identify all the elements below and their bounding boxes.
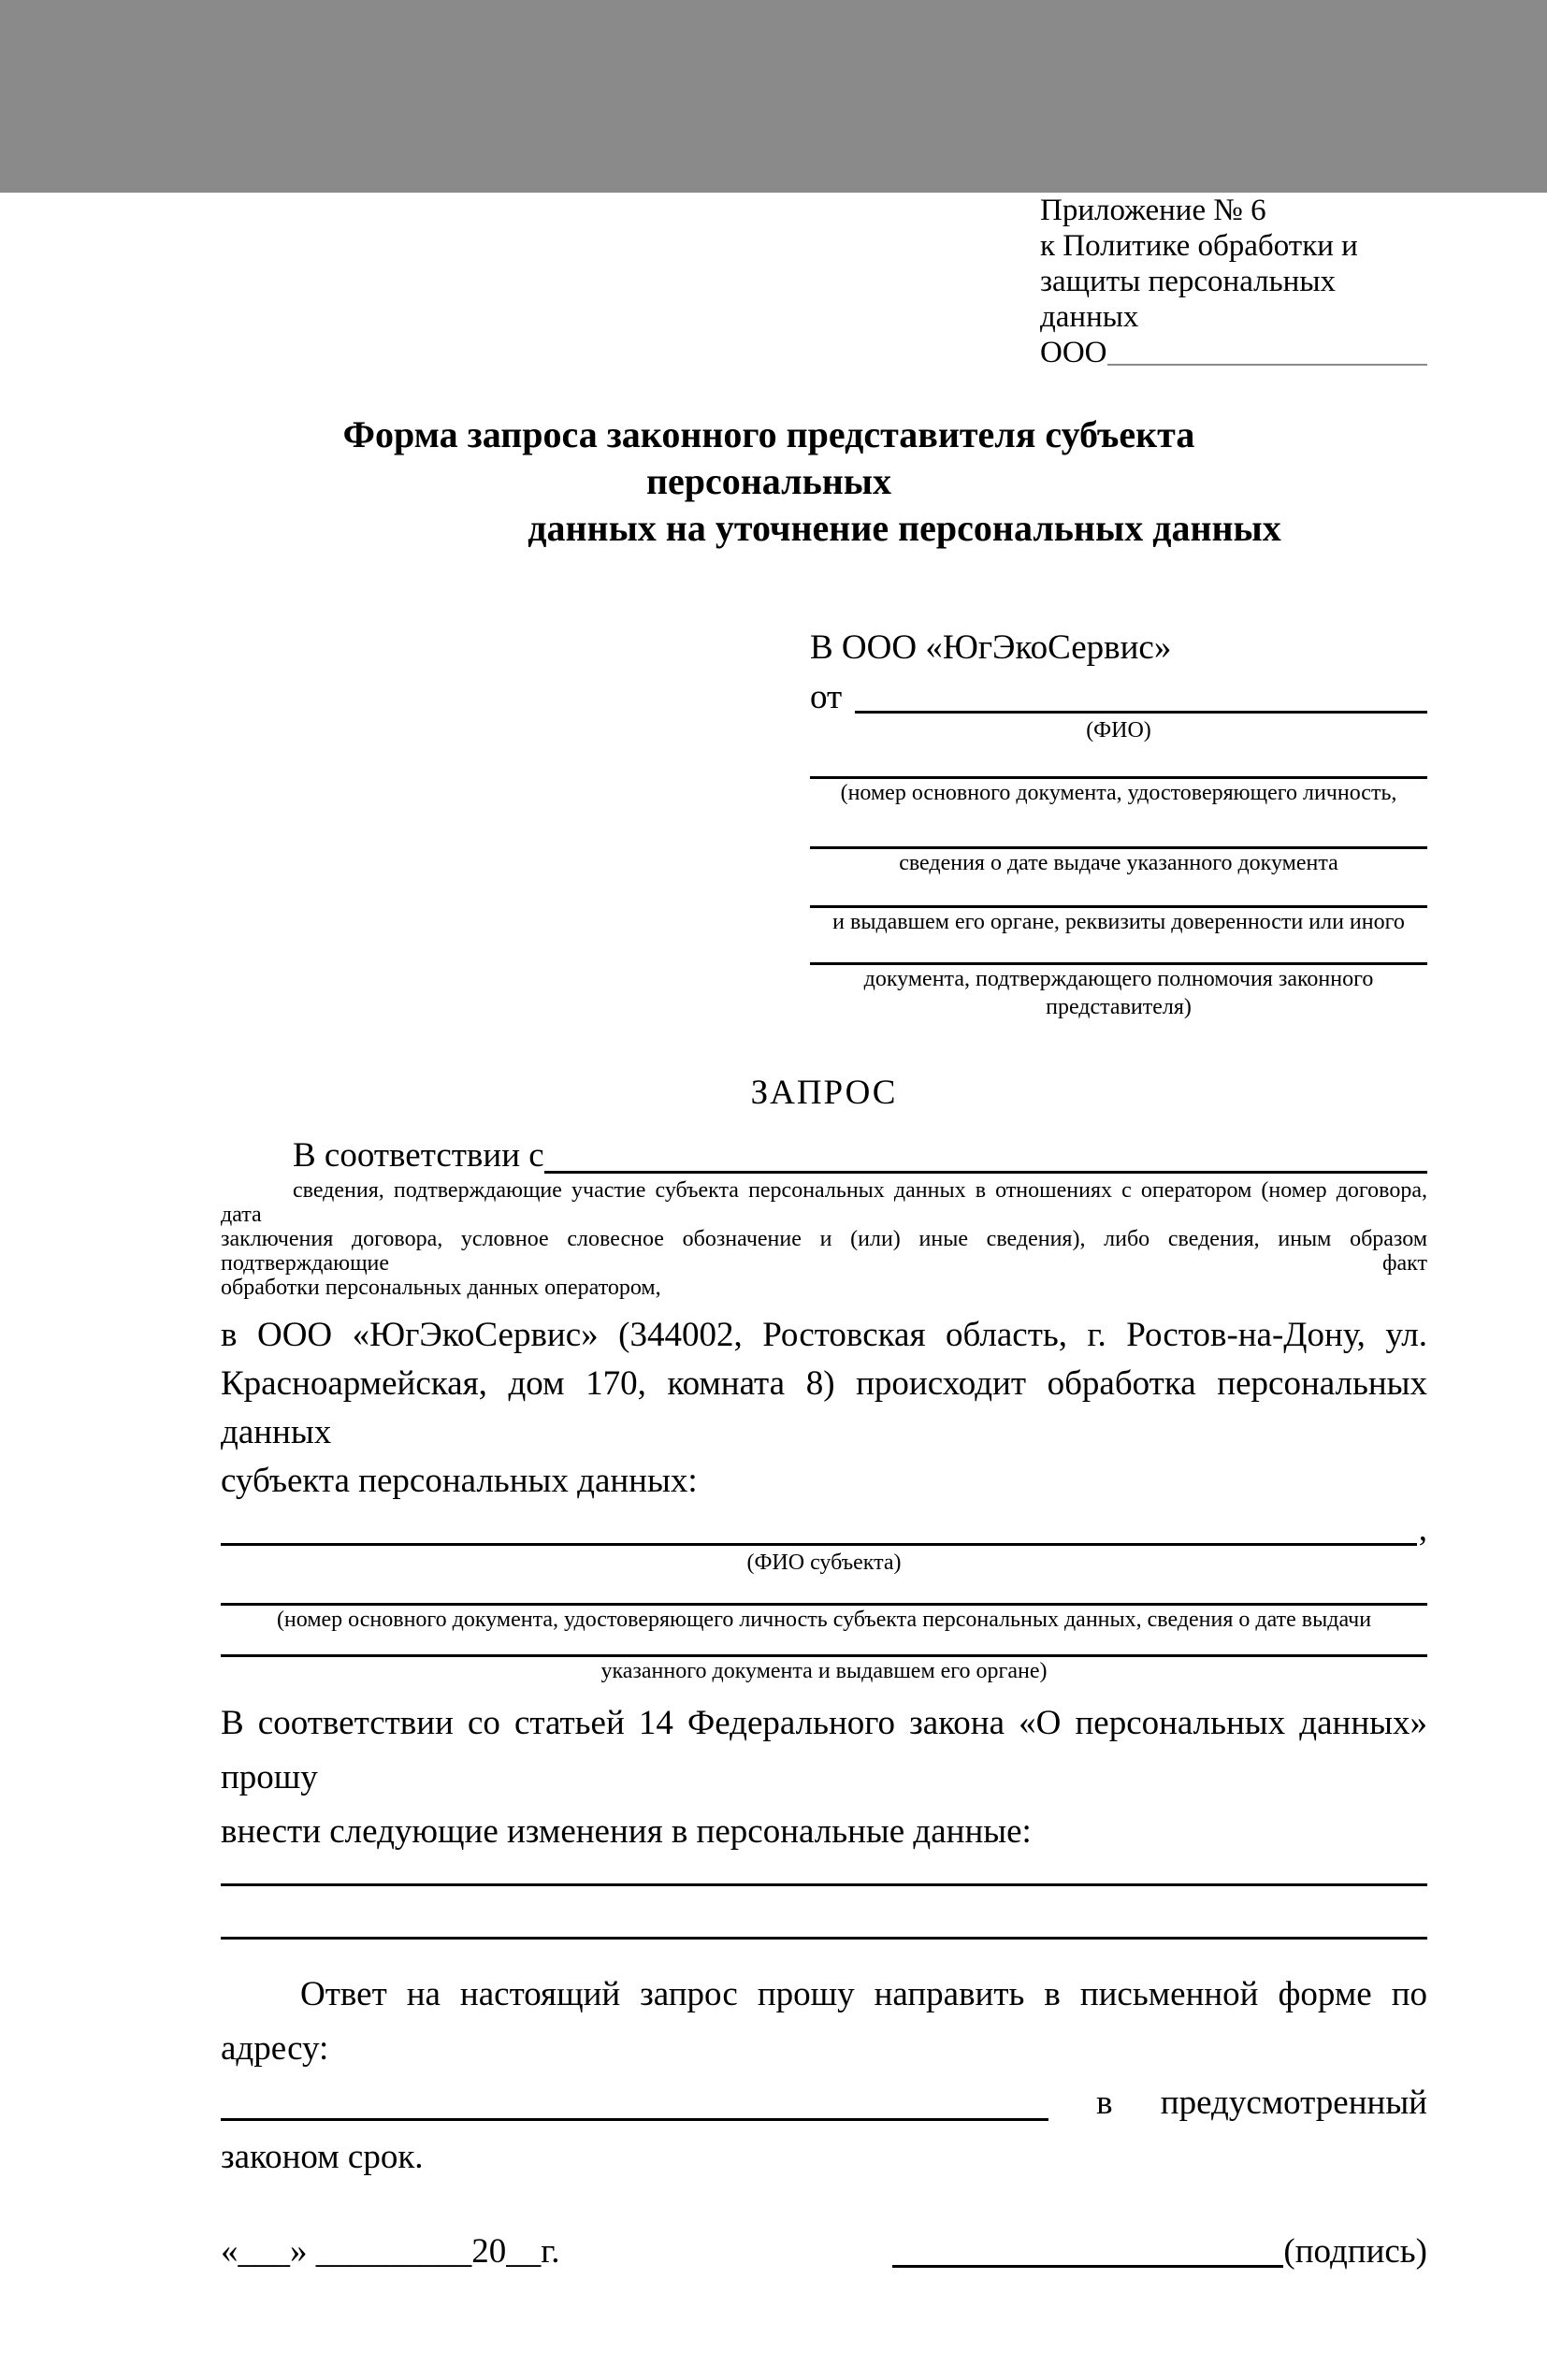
from-label: от: [810, 678, 843, 716]
fio-caption: (ФИО): [1086, 718, 1151, 743]
appendix-line-1: Приложение № 6: [1040, 194, 1266, 227]
document-title: [221, 411, 1427, 552]
reply-address-row: [221, 2076, 1427, 2130]
reply-paragraph: [221, 1968, 1427, 2185]
operator-line-3: субъекта персональных данных:: [221, 1462, 698, 1500]
reply-tail-line: законом срок.: [221, 2138, 424, 2176]
id-doc-blank-line-3: [810, 877, 1427, 908]
intro-row: [221, 1135, 1427, 1176]
intro-blank-line: [544, 1135, 1427, 1174]
signature-blank-line: [892, 2265, 1283, 2268]
org-prefix: ООО: [1040, 336, 1107, 369]
id-doc-caption-1: (номер основного документа, удостоверяющего личность,: [840, 781, 1397, 805]
signature-caption: (подпись): [1283, 2232, 1427, 2271]
addressee-from-row: [810, 679, 1427, 716]
addressee-to-line: В ООО «ЮгЭкоСервис»: [810, 628, 1172, 667]
org-blank-line: [1107, 335, 1428, 366]
id-doc-caption-2: сведения о дате выдаче указанного документа: [899, 851, 1338, 875]
intro-note: [221, 1178, 1427, 1300]
operator-line-1: в ООО «ЮгЭкоСервис» (344002, Ростовская область, г. Ростов-на-Дону, ул.: [221, 1316, 1427, 1354]
signature-group: [892, 2231, 1427, 2272]
intro-prefix: В соответствии с: [293, 1136, 544, 1175]
subject-doc-caption-2: указанного документа и выдавшем его органе): [600, 1659, 1048, 1683]
reply-intro-line: Ответ на настоящий запрос прошу направить в письменной форме по адресу:: [221, 1975, 1427, 2068]
subject-fio-blank-line: [221, 1511, 1417, 1546]
intro-note-line-2: заключения договора, условное словесное обозначение и (или) иные сведения), либо сведения, иным образом подтверждающие факт: [221, 1227, 1427, 1276]
id-doc-blank-line-2: [810, 807, 1427, 849]
article-paragraph: [221, 1696, 1427, 1859]
date-blank: «___» _________20__г.: [221, 2232, 560, 2271]
document-page: [0, 193, 1547, 2380]
appendix-line-2: к Политике обработки и: [1040, 229, 1358, 263]
subject-fio-caption: (ФИО субъекта): [746, 1551, 902, 1575]
operator-paragraph: [221, 1311, 1427, 1506]
intro-note-line-1: сведения, подтверждающие участие субъекта персональных данных в отношениях с оператором (номер договора, дата: [221, 1178, 1427, 1227]
id-doc-caption-4: документа, подтверждающего полномочия законного представителя): [863, 967, 1374, 1019]
subject-fio-row: [221, 1511, 1427, 1549]
id-doc-blank-line-4: [810, 936, 1427, 965]
operator-line-2: Красноармейская, дом 170, комната 8) происходит обработка персональных данных: [221, 1364, 1427, 1451]
addressee-block: [810, 627, 1427, 1021]
subject-comma: ,: [1418, 1510, 1427, 1549]
reply-address-blank-line: [221, 2118, 1048, 2121]
title-line-1: Форма запроса законного представителя субъекта персональных: [342, 413, 1195, 502]
document-content: [0, 193, 1547, 2272]
intro-note-line-3: обработки персональных данных оператором,: [221, 1276, 661, 1300]
article-line-2: внести следующие изменения в персональные данные:: [221, 1812, 1032, 1851]
appendix-line-3: защиты персональных данных: [1040, 265, 1336, 334]
changes-blank-line-1: [221, 1883, 1427, 1886]
appendix-org-line: [1040, 335, 1427, 370]
changes-blank-line-2: [221, 1937, 1427, 1940]
paragraph-indent: [221, 1135, 293, 1176]
article-line-1: В соответствии со статьей 14 Федерального закона «О персональных данных» прошу: [221, 1704, 1427, 1796]
reply-word-1: в: [1096, 2084, 1113, 2122]
reply-word-2: предусмотренный: [1160, 2084, 1427, 2122]
title-line-2: данных на уточнение персональных данных: [528, 507, 1281, 549]
from-blank-line: [855, 679, 1427, 714]
appendix-block: [1040, 193, 1427, 370]
id-doc-caption-3: и выдавшем его органе, реквизиты доверенности или иного: [832, 910, 1405, 934]
id-doc-blank-line-1: [810, 744, 1427, 779]
request-heading: ЗАПРОС: [750, 1074, 898, 1112]
subject-doc-caption-1: (номер основного документа, удостоверяющего личность субъекта персональных данных, сведения о дате выдачи: [276, 1608, 1372, 1632]
footer-row: [221, 2231, 1427, 2272]
